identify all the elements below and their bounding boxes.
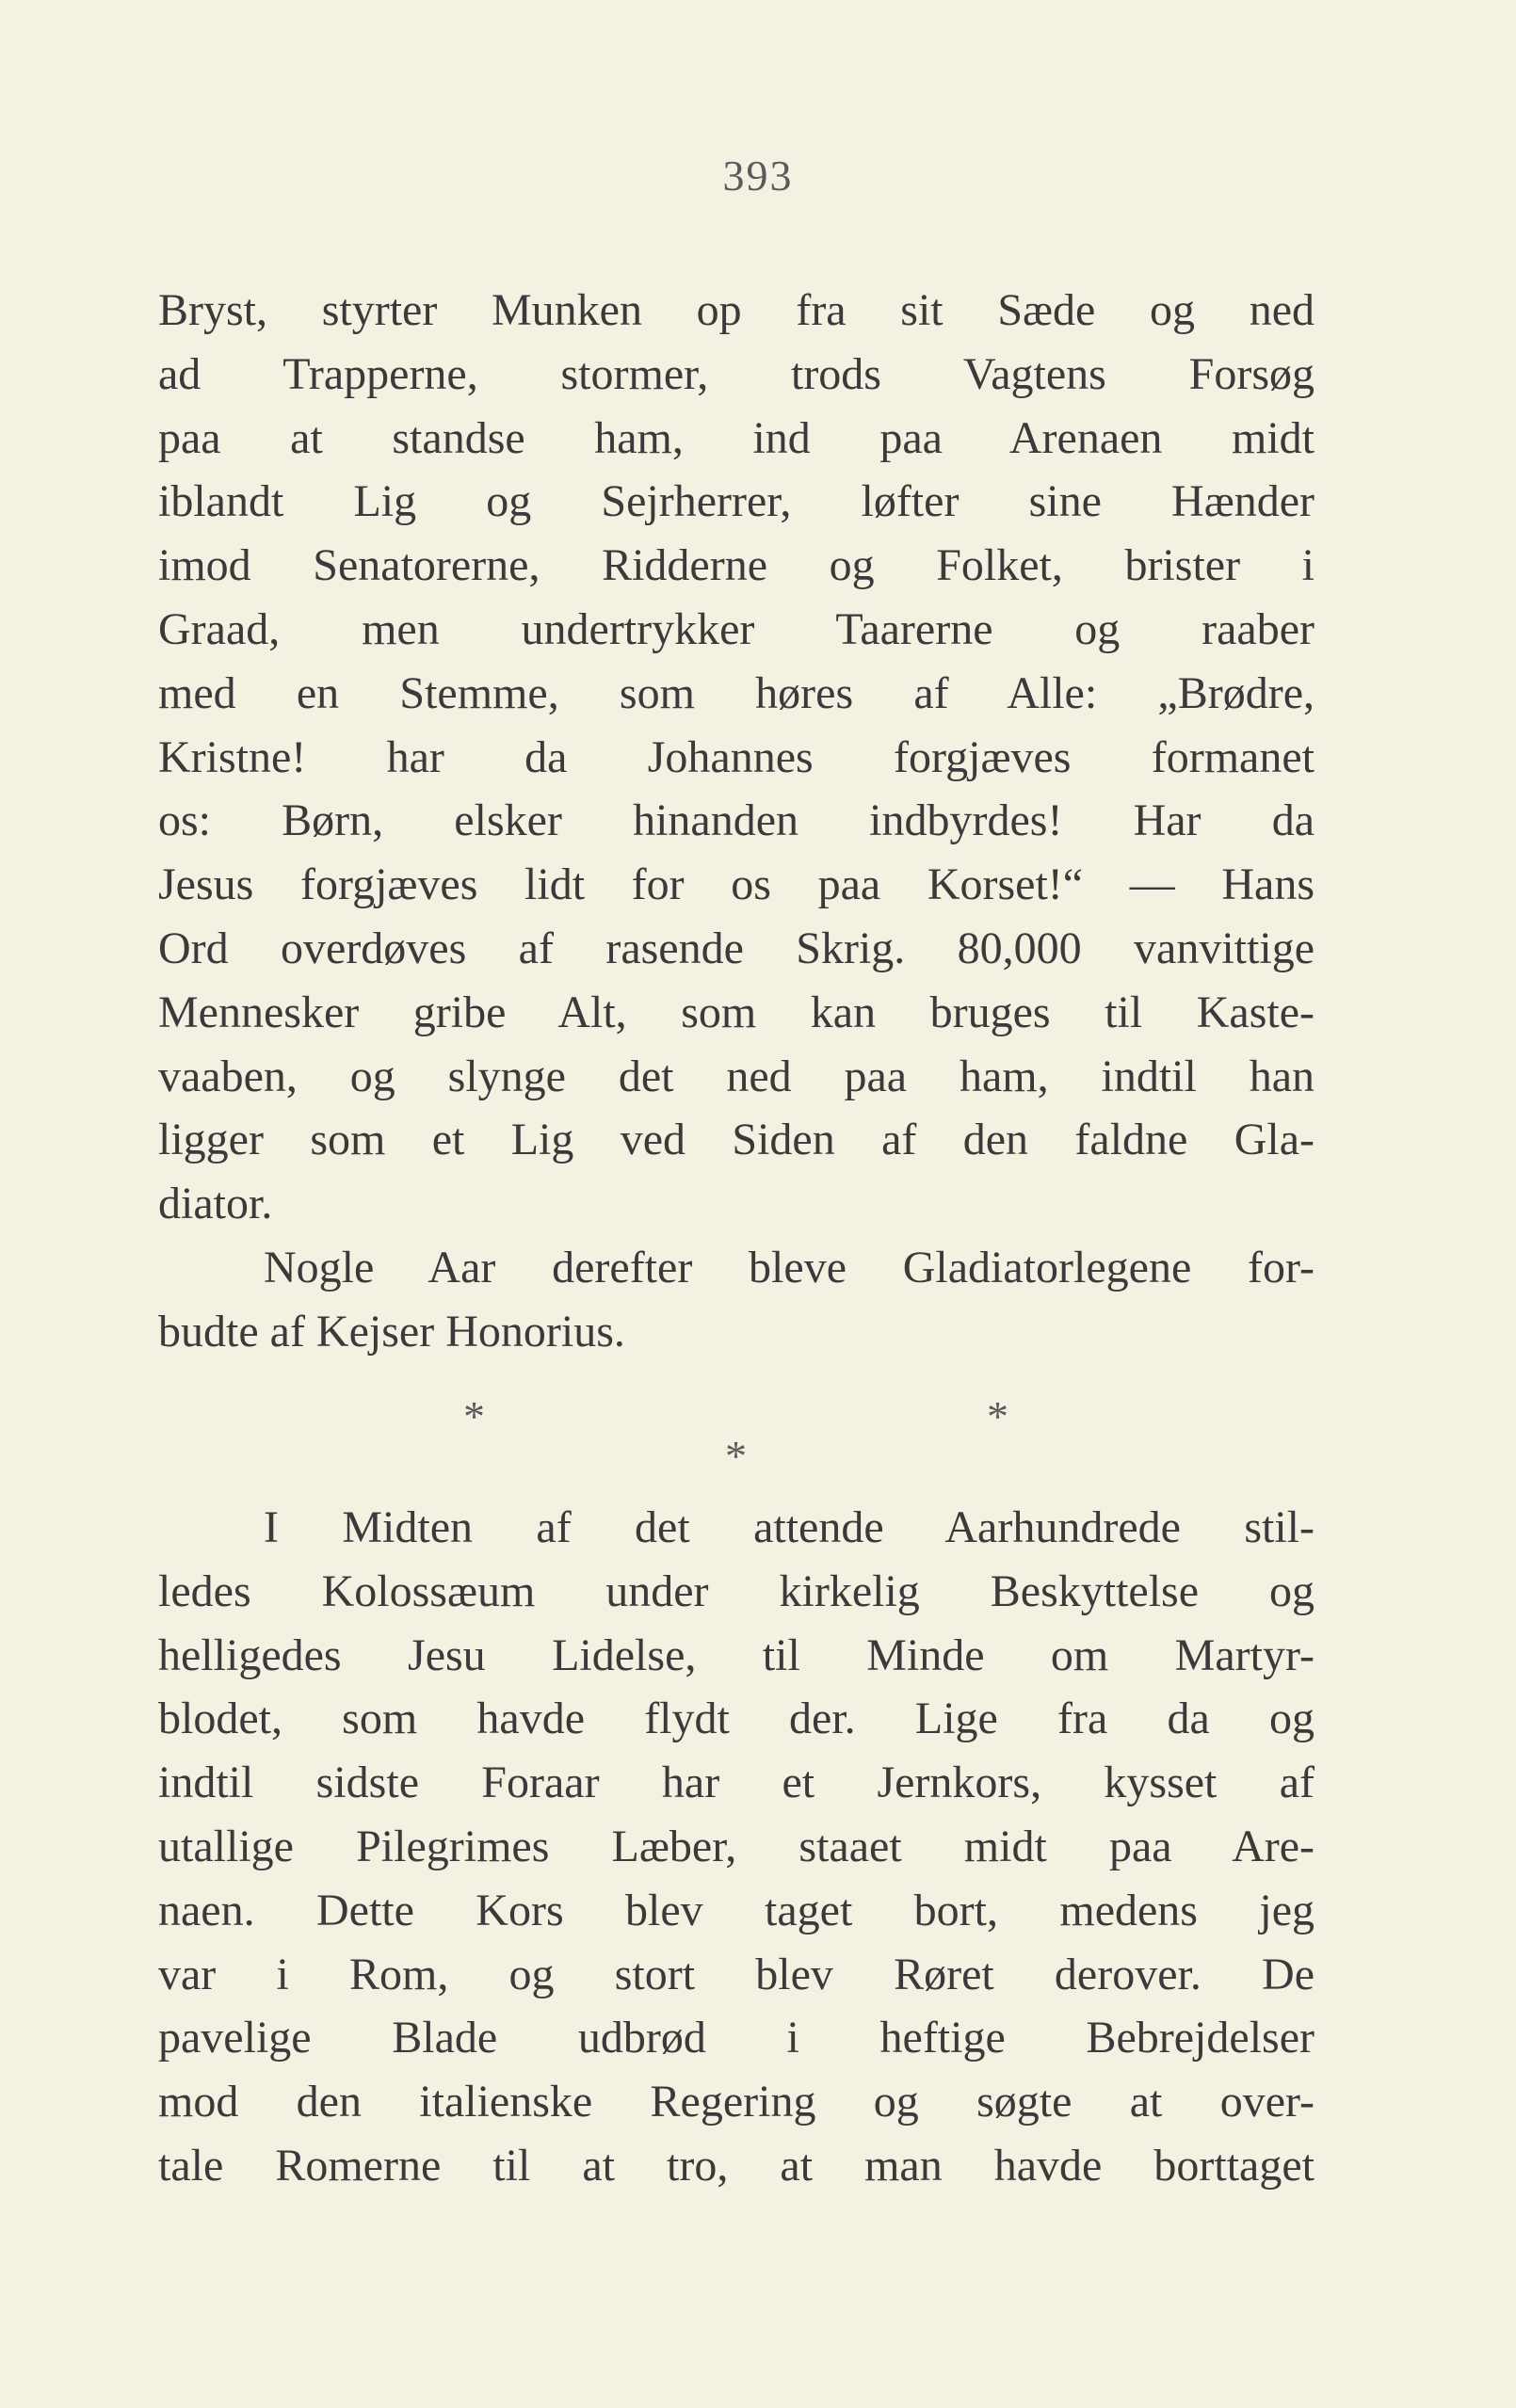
text-line: naen. Dette Kors blev taget bort, medens jeg	[158, 1885, 1314, 1935]
text-line: pavelige Blade udbrød i heftige Bebrejdelser	[158, 2013, 1314, 2063]
text-line: var i Rom, og stort blev Røret derover. De	[158, 1949, 1314, 1999]
text-line: budte af Kejser Honorius.	[158, 1306, 625, 1357]
text-line: Kristne! har da Johannes forgjæves formanet	[158, 731, 1314, 782]
text-line: ad Trapperne, stormer, trods Vagtens Forsøg	[158, 348, 1314, 399]
paragraph-1	[158, 279, 1314, 1236]
text-line: ledes Kolossæum under kirkelig Beskyttelse og	[158, 1565, 1314, 1616]
text-line: I Midten af det attende Aarhundrede stil-	[264, 1502, 1314, 1552]
text-line: indtil sidste Foraar har et Jernkors, kysset af	[158, 1758, 1314, 1808]
text-line: utallige Pilegrimes Læber, staaet midt paa Are-	[158, 1821, 1314, 1871]
asterisk: *	[463, 1392, 485, 1440]
asterisk: *	[987, 1392, 1008, 1440]
text-block-upper	[158, 279, 1314, 1364]
text-line: Jesus forgjæves lidt for os paa Korset!“ — Hans	[158, 859, 1314, 910]
text-line: Ord overdøves af rasende Skrig. 80,000 vanvittige	[158, 923, 1314, 973]
text-line: helligedes Jesu Lidelse, til Minde om Martyr-	[158, 1629, 1314, 1680]
text-line: os: Børn, elsker hinanden indbyrdes! Har da	[158, 795, 1314, 846]
text-block-lower	[158, 1496, 1314, 2198]
text-line: ligger som et Lig ved Siden af den faldne Gla-	[158, 1115, 1314, 1165]
text-line: vaaben, og slynge det ned paa ham, indtil han	[158, 1051, 1314, 1101]
text-line: Mennesker gribe Alt, som kan bruges til Kaste-	[158, 987, 1314, 1037]
paragraph-2	[158, 1236, 1314, 1364]
text-line: Nogle Aar derefter bleve Gladiatorlegene for-	[264, 1242, 1314, 1292]
text-line: paa at standse ham, ind paa Arenaen midt	[158, 412, 1314, 463]
text-line: med en Stemme, som høres af Alle: „Brødre,	[158, 667, 1314, 718]
asterisk: *	[725, 1432, 747, 1480]
text-line: blodet, som havde flydt der. Lige fra da og	[158, 1694, 1314, 1744]
text-line: diator.	[158, 1179, 273, 1229]
text-line: tale Romerne til at tro, at man havde borttaget	[158, 2140, 1314, 2191]
paragraph-3	[158, 1496, 1314, 2198]
text-line: Bryst, styrter Munken op fra sit Sæde og ned	[158, 285, 1314, 335]
page-number: 393	[722, 152, 794, 200]
text-line: imod Senatorerne, Ridderne og Folket, brister i	[158, 540, 1314, 591]
text-line: Graad, men undertrykker Taarerne og raaber	[158, 603, 1314, 654]
text-line: mod den italienske Regering og søgte at over-	[158, 2077, 1314, 2127]
text-line: iblandt Lig og Sejrherrer, løfter sine Hænder	[158, 476, 1314, 527]
